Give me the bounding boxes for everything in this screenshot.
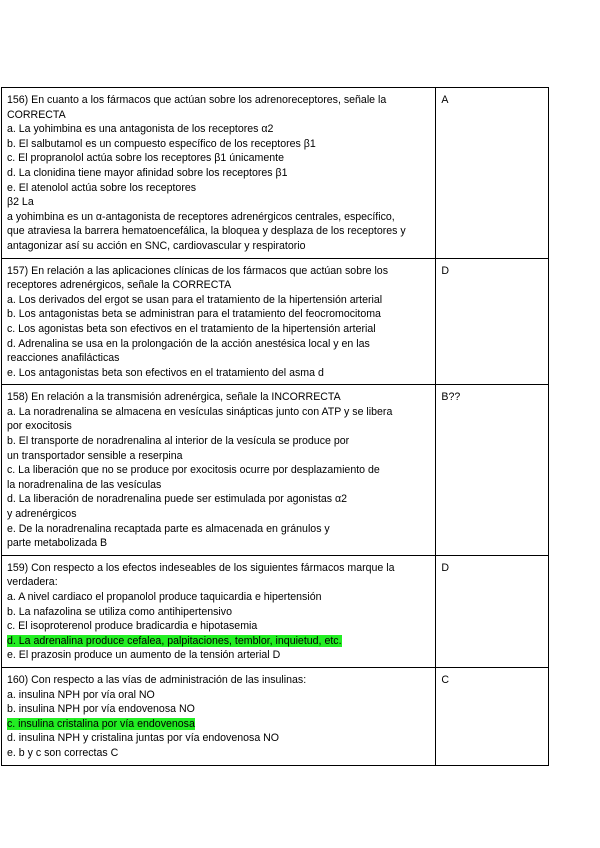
questions-table (1, 87, 549, 766)
questions-table-body (2, 88, 549, 766)
question-stem: 159) Con respecto a los efectos indeseables de los siguientes fármacos marque la (7, 561, 395, 574)
question-row (2, 555, 549, 667)
question-line-highlighted (7, 717, 430, 732)
question-line: e. El atenolol actúa sobre los receptores (7, 181, 197, 194)
question-line: b. insulina NPH por vía endovenosa NO (7, 703, 195, 716)
question-line: b. El salbutamol es un compuesto específico de los receptores β1 (7, 137, 316, 150)
question-line: b. El transporte de noradrenalina al interior de la vesícula se produce por (7, 435, 350, 448)
question-text-cell (2, 258, 436, 385)
question-line: e. El prazosin produce un aumento de la tensión arterial D (7, 649, 281, 662)
question-line: a. insulina NPH por vía oral NO (7, 688, 155, 701)
question-line: un transportador sensible a reserpina (7, 449, 183, 462)
question-line: e. b y c son correctas C (7, 746, 119, 759)
answer-cell (436, 258, 549, 385)
question-line: β2 La (7, 196, 34, 209)
answer-cell (436, 555, 549, 667)
question-line: a. La noradrenalina se almacena en vesículas sinápticas junto con ATP y se libera (7, 405, 393, 418)
question-line: e. Los antagonistas beta son efectivos en el tratamiento del asma d (7, 366, 324, 379)
question-line: c. El propranolol actúa sobre los receptores β1 únicamente (7, 152, 284, 165)
question-line: b. Los antagonistas beta se administran para el tratamiento del feocromocitoma (7, 308, 381, 321)
question-line: a yohimbina es un α-antagonista de receptores adrenérgicos centrales, específico, (7, 210, 395, 223)
question-line: CORRECTA (7, 108, 66, 121)
question-row (2, 385, 549, 556)
question-stem: 157) En relación a las aplicaciones clínicas de los fármacos que actúan sobre los (7, 264, 388, 277)
question-text-cell (2, 667, 436, 765)
question-line: c. Los agonistas beta son efectivos en el tratamiento de la hipertensión arterial (7, 322, 376, 335)
question-line: antagonizar así su acción en SNC, cardiovascular y respiratorio (7, 239, 306, 252)
answer-cell (436, 88, 549, 259)
question-line: a. La yohimbina es una antagonista de los receptores α2 (7, 123, 274, 136)
question-line: b. La nafazolina se utiliza como antihipertensivo (7, 605, 232, 618)
question-line: e. De la noradrenalina recaptada parte es almacenada en gránulos y (7, 522, 330, 535)
question-line: a. Los derivados del ergot se usan para el tratamiento de la hipertensión arterial (7, 293, 383, 306)
question-stem: 158) En relación a la transmisión adrenérgica, señale la INCORRECTA (7, 391, 341, 404)
question-line: la noradrenalina de las vesículas (7, 478, 162, 491)
question-text-cell (2, 385, 436, 556)
answer-key: A (441, 94, 449, 106)
answer-key: C (441, 673, 450, 686)
question-line: d. La clonidina tiene mayor afinidad sobre los receptores β1 (7, 166, 288, 179)
question-row (2, 258, 549, 385)
question-text-cell (2, 88, 436, 259)
highlighted-answer-text: c. insulina cristalina por vía endovenosa (7, 717, 195, 730)
answer-cell (436, 667, 549, 765)
question-row (2, 88, 549, 259)
question-line: d. La liberación de noradrenalina puede ser estimulada por agonistas α2 (7, 493, 348, 506)
question-line: d. insulina NPH y cristalina juntas por vía endovenosa NO (7, 732, 280, 745)
question-line: y adrenérgicos (7, 508, 77, 521)
question-stem: 160) Con respecto a las vías de administración de las insulinas: (7, 673, 307, 686)
question-stem: 156) En cuanto a los fármacos que actúan sobre los adrenoreceptores, señale la (7, 94, 387, 106)
answer-key: D (441, 561, 450, 574)
question-text-cell (2, 555, 436, 667)
question-line-highlighted (7, 634, 430, 649)
question-line: parte metabolizada B (7, 537, 108, 550)
question-line: d. Adrenalina se usa en la prolongación de la acción anestésica local y en las (7, 337, 370, 350)
question-line: c. La liberación que no se produce por exocitosis ocurre por desplazamiento de (7, 464, 380, 477)
question-line: por exocitosis (7, 420, 72, 433)
question-line: a. A nivel cardiaco el propanolol produce taquicardia e hipertensión (7, 591, 322, 603)
question-line: verdadera: (7, 576, 58, 589)
answer-cell (436, 385, 549, 556)
question-line: reacciones anafilácticas (7, 352, 120, 365)
question-line: receptores adrenérgicos, señale la CORRECTA (7, 279, 232, 292)
question-row (2, 667, 549, 765)
question-line: que atraviesa la barrera hematoencefálica, la bloquea y desplaza de los receptores y (7, 225, 406, 238)
answer-key: B?? (441, 391, 461, 404)
answer-key: D (441, 264, 450, 277)
question-line: c. El isoproterenol produce bradicardia e hipotasemia (7, 620, 258, 633)
highlighted-answer-text: d. La adrenalina produce cefalea, palpitaciones, temblor, inquietud, etc. (7, 634, 342, 647)
